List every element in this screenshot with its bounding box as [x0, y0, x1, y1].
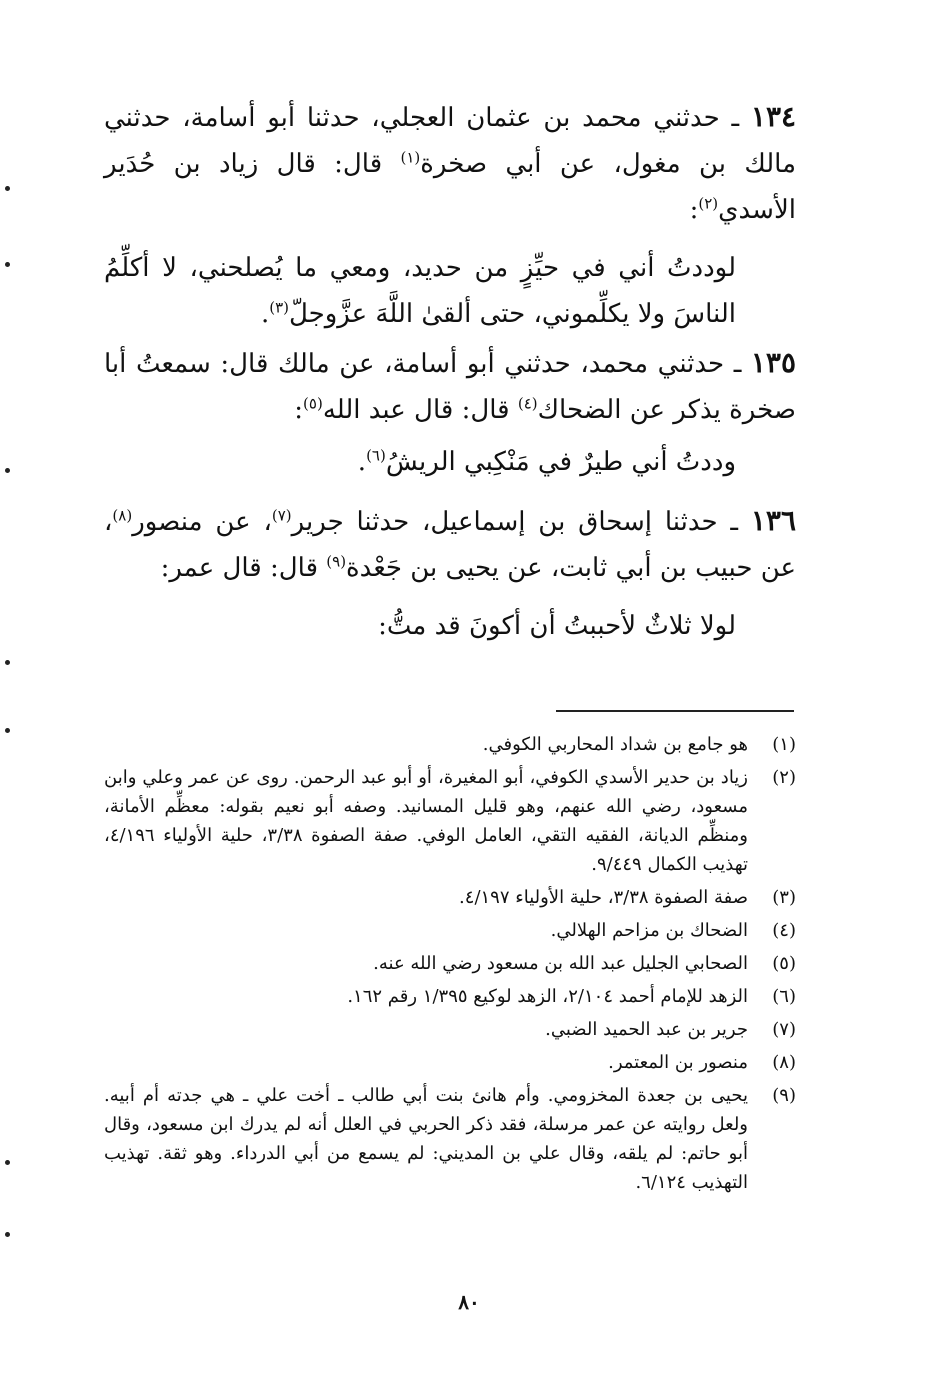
footnote-item [104, 1015, 796, 1044]
footnote-item [104, 1048, 796, 1077]
footnote-ref[interactable]: (٧) [271, 506, 292, 525]
hadith-number: ١٣٤ [750, 100, 797, 133]
footnote-text: الضحاك بن مزاحم الهلالي. [550, 920, 748, 941]
isnad-line: سمعتُ أبا صخرة يذكر عن الضحاك [104, 349, 796, 425]
isnad-line: قال: قال زياد بن حُدَير [104, 149, 383, 179]
punctuation: : [294, 395, 304, 425]
footnote-ref[interactable]: (٣) [269, 298, 289, 317]
hadith-135-isnad [104, 340, 796, 433]
hadith-136 [104, 498, 796, 649]
scan-mark [5, 1160, 10, 1165]
isnad-line: منصور [132, 507, 203, 537]
scan-mark [5, 262, 10, 267]
hadith-135 [104, 340, 796, 485]
hadith-134 [104, 94, 796, 337]
punctuation: . [357, 447, 367, 477]
footnote-number: (٢) [772, 767, 796, 788]
footnote-item [104, 949, 796, 978]
scan-mark [5, 186, 10, 191]
page-number: ٨٠ [458, 1290, 480, 1314]
footnote-text: يحيى بن جعدة المخزومي. وأم هانئ بنت أبي طالب ـ أخت علي ـ هي جدته أم أبيه. ولعل روايته عن عمر مرسلة، فقد ذكر الحربي في العلل أنه لم يدرك ابن مسعود، وقال أبو حاتم: لم يلقه، وقال علي بن المديني: لم يسمع من أبي الدرداء. وهو ثقة. تهذيب التهذيب ٦/١٢٤. [104, 1085, 748, 1193]
footnote-item [104, 763, 796, 879]
footnote-ref[interactable]: (٥) [303, 394, 323, 413]
footnote-text: هو جامع بن شداد المحاربي الكوفي. [482, 734, 748, 755]
quote-text: لولا ثلاثٌ لأحببتُ أن أكونَ قد متُّ: [378, 611, 736, 641]
quote-text: لوددتُ أني في حيِّزٍ من حديد، ومعي ما يُصلحني، لا أكلِّمُ الناسَ ولا يكلِّموني، حتى ألقىٰ اللَّهَ عزَّوجلّ [104, 253, 736, 329]
punctuation: : [689, 195, 699, 225]
quote-text: وددتُ أني طيرٌ في مَنْكِبي الريشُ [385, 447, 736, 477]
punctuation: . [260, 299, 270, 329]
footnote-item [104, 1081, 796, 1197]
isnad-line: قال: قال [222, 553, 318, 583]
hadith-134-quote [104, 245, 796, 337]
footnote-text: زياد بن حدير الأسدي الكوفي، أبو المغيرة، أو أبو عبد الرحمن. روى عن عمر وعلي وابن مسعود، رضي الله عنهم، وهو قليل المسانيد. وصفه أبو نعيم بقوله: معظِّم الأمانة، ومنظِّم الديانة، الفقيه التقي، العامل الوفي. صفة الصفوة ٣/٣٨، حلية الأولياء ٤/١٩٦، تهذيب الكمال ٩/٤٤٩. [104, 767, 749, 875]
scan-mark [5, 1232, 10, 1237]
footnote-item [104, 883, 796, 912]
isnad-line: عمر: [160, 553, 215, 583]
isnad-line: ، عن [215, 507, 272, 537]
hadith-136-isnad [104, 498, 796, 591]
footnote-item [104, 982, 796, 1011]
footnotes [104, 730, 796, 1201]
footnote-ref[interactable]: (٤) [517, 394, 538, 413]
footnote-item [104, 730, 796, 759]
footnote-ref[interactable]: (٦) [366, 446, 386, 465]
scan-mark [5, 468, 10, 473]
footnote-ref[interactable]: (١) [400, 148, 421, 167]
hadith-136-quote [104, 603, 796, 649]
footnote-number: (٨) [772, 1052, 796, 1073]
footnote-number: (١) [772, 734, 796, 755]
footnote-text: منصور بن المعتمر. [608, 1052, 748, 1073]
footnote-item [104, 916, 796, 945]
isnad-line: الأسدي [718, 195, 796, 225]
footnote-ref[interactable]: (٨) [112, 506, 133, 525]
hadith-135-quote [104, 439, 796, 485]
footnote-text: الصحابي الجليل عبد الله بن مسعود رضي الله عنه. [373, 953, 748, 974]
footnote-separator [556, 710, 794, 712]
footnote-number: (٧) [772, 1019, 796, 1040]
isnad-line: حدثني مالك بن مغول، عن أبي صخرة [104, 103, 796, 179]
isnad-line: ـ حدثني محمد، حدثني أبو أسامة، عن مالك قال: [220, 349, 742, 379]
footnote-ref[interactable]: (٢) [698, 194, 719, 213]
footnote-number: (٤) [772, 920, 796, 941]
footnote-text: جرير بن عبد الحميد الضبي. [545, 1019, 748, 1040]
footnote-ref[interactable]: (٩) [326, 552, 347, 571]
hadith-134-isnad [104, 94, 796, 233]
isnad-line: قال: قال عبد الله [322, 395, 510, 425]
scan-mark [5, 728, 10, 733]
footnote-text: صفة الصفوة ٣/٣٨، حلية الأولياء ٤/١٩٧. [459, 887, 748, 908]
isnad-line: ، عن حبيب بن أبي ثابت، عن يحيى بن جَعْدة [104, 507, 796, 583]
footnote-number: (٣) [772, 887, 796, 908]
hadith-number: ١٣٥ [750, 346, 796, 379]
isnad-line: ـ حدثنا إسحاق بن إسماعيل، حدثنا جرير [291, 507, 739, 537]
hadith-number: ١٣٦ [750, 504, 797, 537]
footnote-number: (٦) [772, 986, 796, 1007]
scan-mark [5, 660, 10, 665]
footnote-number: (٩) [772, 1085, 796, 1106]
isnad-line: ـ حدثني محمد بن عثمان العجلي، حدثنا أبو أسامة، [182, 103, 740, 133]
footnote-text: الزهد للإمام أحمد ٢/١٠٤، الزهد لوكيع ١/٣٩٥ رقم ١٦٢. [347, 986, 748, 1007]
footnote-number: (٥) [772, 953, 796, 974]
